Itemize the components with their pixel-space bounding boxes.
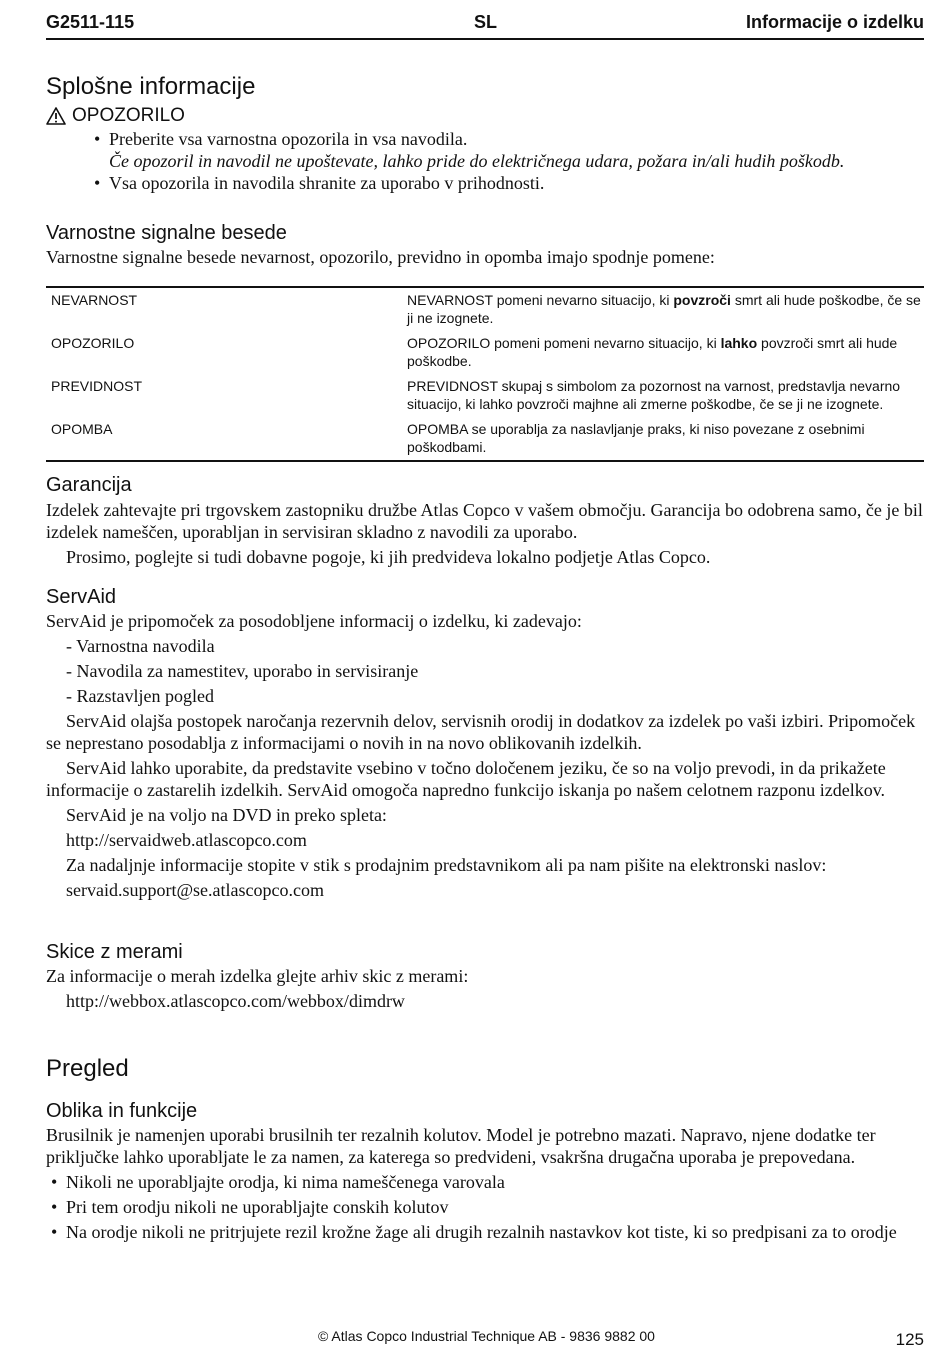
warning-label: OPOZORILO <box>72 105 185 126</box>
list-item: - Navodila za namestitev, uporabo in servisiranje <box>66 661 419 681</box>
servaid-email: servaid.support@se.atlascopco.com <box>66 880 325 900</box>
table-row: OPOZORILO OPOZORILO pomeni pomeni nevarno situacijo, ki lahko povzroči smrt ali hude poškodbe. <box>51 335 898 369</box>
servaid-paragraph-2: ServAid lahko uporabite, da predstavite vsebino v točno določenem jeziku, če so na voljo prevodi, in da prikažete informacije o zastarelih izdelkih. ServAid omogoča napredno funkcijo iskanja po našem celotnem razponu izdelkov. <box>46 758 886 800</box>
warranty-note: Prosimo, poglejte si tudi dobavne pogoje, ki jih predvideva lokalno podjetje Atlas Copco. <box>66 547 711 567</box>
general-section <box>46 72 924 194</box>
warning-consequence: Če opozoril in navodil ne upoštevate, lahko pride do električnega udara, požara in/ali hudih poškodb. <box>109 151 845 171</box>
list-item: • Vsa opozorila in navodila shranite za uporabo v prihodnosti. <box>94 173 545 193</box>
signal-words-title: Varnostne signalne besede <box>46 222 287 244</box>
signal-words-table <box>46 286 924 462</box>
warranty-title: Garancija <box>46 474 132 496</box>
servaid-section <box>46 584 924 901</box>
section-title: Informacije o izdelku <box>745 12 924 32</box>
overview-list <box>46 1171 924 1243</box>
servaid-title: ServAid <box>46 586 117 608</box>
servaid-paragraph-3: ServAid je na voljo na DVD in preko spleta: <box>66 805 387 825</box>
servaid-paragraph-1: ServAid olajša postopek naročanja rezervnih delov, servisnih orodij in dodatkov za izdelek po vaši izbiri. Pripomoček se neprestano posodablja z informacijami o novih in na novo oblikovanih izdelkih. <box>46 711 916 753</box>
list-item: - Varnostna navodila <box>66 636 215 656</box>
doc-id: G2511-115 <box>46 12 135 32</box>
dimensions-section <box>46 939 924 1012</box>
list-item: • Nikoli ne uporabljajte orodja, ki nima nameščenega varovala <box>51 1172 505 1192</box>
signal-words-section <box>46 220 924 268</box>
list-item: - Razstavljen pogled <box>66 686 214 706</box>
servaid-url: http://servaidweb.atlascopco.com <box>66 830 307 850</box>
list-item: • Pri tem orodju nikoli ne uporabljajte conskih kolutov <box>51 1197 449 1217</box>
overview-subtitle: Oblika in funkcije <box>46 1100 198 1122</box>
table-row: NEVARNOST NEVARNOST pomeni nevarno situacijo, ki povzroči smrt ali hude poškodbe, če se ji ne izognete. <box>51 292 921 326</box>
warning-heading <box>46 104 924 128</box>
overview-text: Brusilnik je namenjen uporabi brusilnih ter rezalnih kolutov. Model je potrebno mazati. Napravo, njene dodatke ter priključke lahko uporabljate le za namen, za katerega so predvideni, vsakršna drugačna uporaba je prepovedana. <box>46 1125 876 1167</box>
overview-title: Pregled <box>46 1055 129 1082</box>
page-header <box>46 10 924 40</box>
list-item: • Na orodje nikoli ne pritrjujete rezil krožne žage ali drugih rezalnih nastavkov kot tiste, ki so predpisani za to orodje <box>51 1222 897 1242</box>
language-code: SL <box>474 12 498 32</box>
table-row: OPOMBA OPOMBA se uporablja za naslavljanje praks, ki niso povezane z osebnimi poškodbami. <box>51 421 865 455</box>
general-title: Splošne informacije <box>46 73 256 100</box>
warning-list <box>46 128 924 194</box>
warranty-text: Izdelek zahtevajte pri trgovskem zastopniku družbe Atlas Copco v vašem območju. Garancija bo odobrena samo, če je bil izdelek nameščen, uporabljan in servisiran skladno z navodili za uporabo. <box>46 500 923 542</box>
servaid-paragraph-4: Za nadaljnje informacije stopite v stik s prodajnim predstavnikom ali pa nam pišite na elektronski naslov: <box>66 855 827 875</box>
dimensions-text: Za informacije o merah izdelka glejte arhiv skic z merami: <box>46 966 469 986</box>
list-item: • Preberite vsa varnostna opozorila in vsa navodila. Če opozoril in navodil ne upoštevate, lahko pride do električnega udara, požara in/ali hudih poškodb. <box>94 129 845 171</box>
dimensions-title: Skice z merami <box>46 941 183 963</box>
warranty-section <box>46 472 924 568</box>
copyright: © Atlas Copco Industrial Technique AB - 9836 9882 00 <box>318 1328 655 1344</box>
warning-triangle-icon <box>46 107 66 125</box>
overview-section <box>46 1054 924 1243</box>
dimensions-url: http://webbox.atlascopco.com/webbox/dimdrw <box>66 991 405 1011</box>
table-row: PREVIDNOST PREVIDNOST skupaj s simbolom za pozornost na varnost, predstavlja nevarno situacijo, ki lahko povzroči majhne ali zmerne poškodbe, če se ji ne izognete. <box>51 378 901 412</box>
servaid-intro: ServAid je pripomoček za posodobljene informacij o izdelku, ki zadevajo: <box>46 611 582 631</box>
page-number: 125 <box>895 1330 924 1349</box>
signal-words-intro: Varnostne signalne besede nevarnost, opozorilo, previdno in opomba imajo spodnje pomene: <box>46 247 715 267</box>
